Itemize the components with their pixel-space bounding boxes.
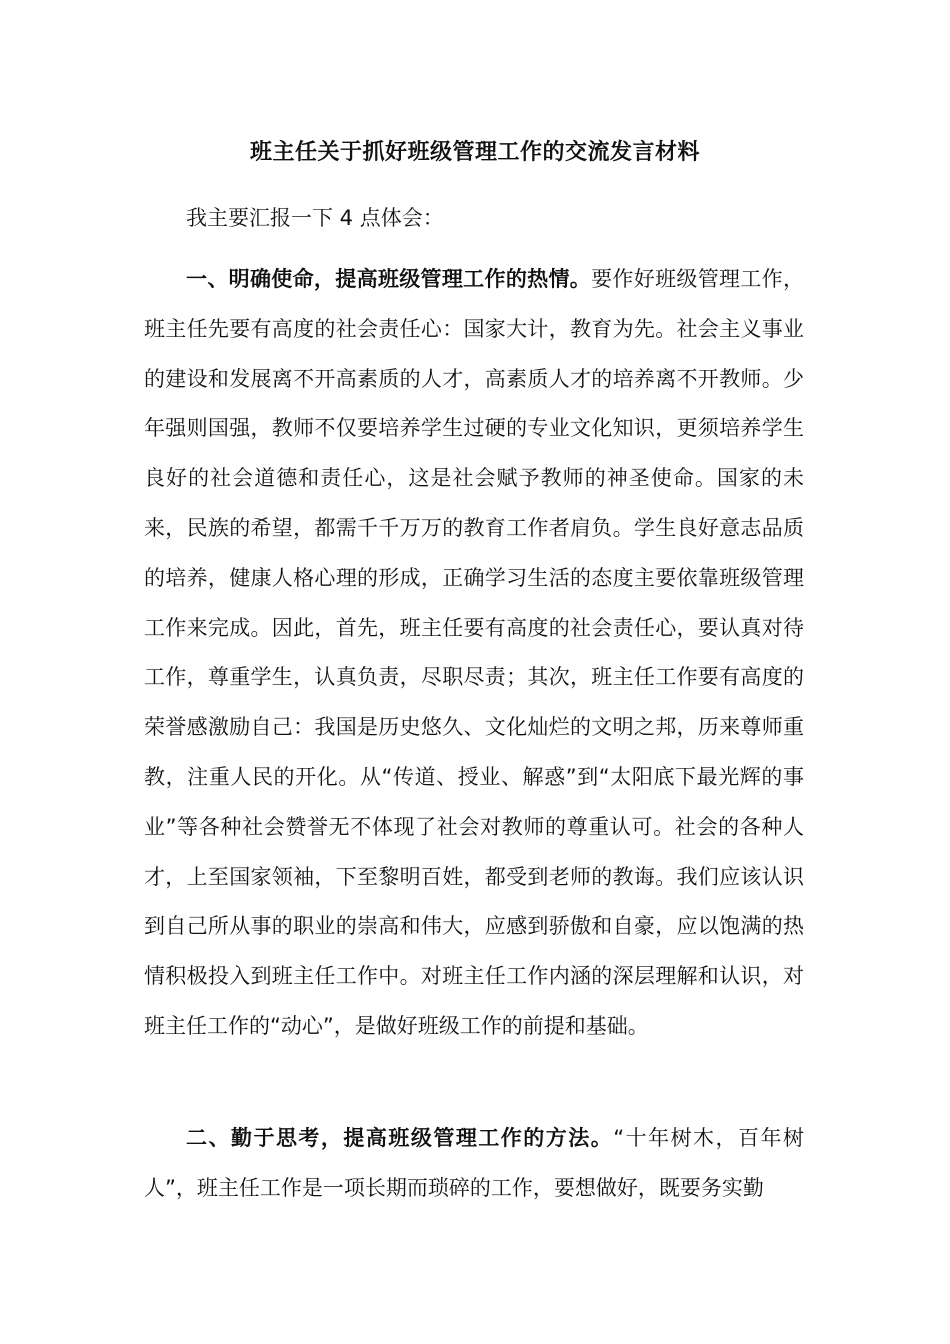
- section-2-body: “十年树木，百年树人”，班主任工作是一项长期而琐碎的工作，要想做好，既要务实勤: [144, 1126, 804, 1200]
- section-2-heading: 二、勤于思考，提高班级管理工作的方法。: [186, 1126, 614, 1150]
- intro-paragraph: 我主要汇报一下 4 点体会：: [186, 206, 444, 230]
- section-1-body: 要作好班级管理工作，班主任先要有高度的社会责任心：国家大计，教育为先。社会主义事业的建设和发展离不开高素质的人才，高素质人才的培养离不开教师。少年强则国强，教师不仅要培养学生过硬的专业文化知识，更须培养学生良好的社会道德和责任心，这是社会赋予教师的神圣使命。国家的未来，民族的希望，都需千千万万的教育工作者肩负。学生良好意志品质的培养，健康人格心理的形成，正确学习生活的态度主要依靠班级管理工作来完成。因此，首先，班主任要有高度的社会责任心，要认真对待工作，尊重学生，认真负责，尽职尽责；其次，班主任工作要有高度的荣誉感激励自己：我国是历史悠久、文化灿烂的文明之邦，历来尊师重教，注重人民的开化。从“传道、授业、解惑”到“太阳底下最光辉的事业”等各种社会赞誉无不体现了社会对教师的尊重认可。社会的各种人才，上至国家领袖，下至黎明百姓，都受到老师的教诲。我们应该认识到自己所从事的职业的崇高和伟大，应感到骄傲和自豪，应以饱满的热情积极投入到班主任工作中。对班主任工作内涵的深层理解和认识，对班主任工作的“动心”，是做好班级工作的前提和基础。: [144, 267, 805, 1038]
- section-2-paragraph: [144, 1114, 804, 1214]
- document-title: 班主任关于抓好班级管理工作的交流发言材料: [249, 140, 700, 165]
- section-1-heading: 一、明确使命，提高班级管理工作的热情。: [186, 267, 592, 291]
- section-1-paragraph: [144, 255, 804, 1052]
